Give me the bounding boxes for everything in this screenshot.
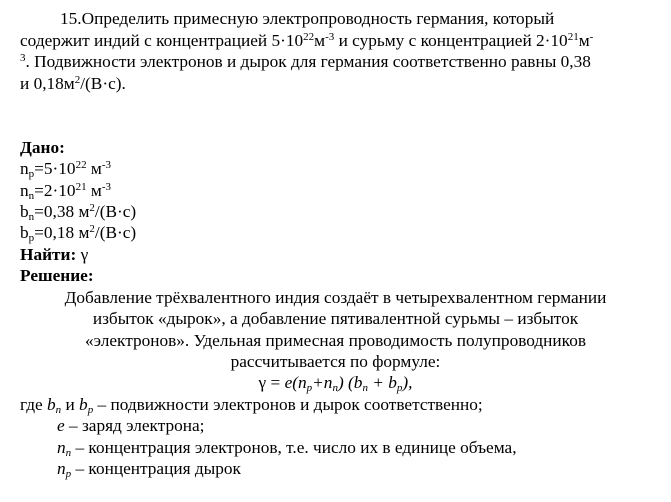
where-line-3: $n_n$ – концентрация электронов, т.е. число их в единице объема, xyxy=(57,438,517,459)
exponent: 22 xyxy=(303,30,315,43)
find-line: Найти: γ xyxy=(20,245,89,264)
exponent: 21 xyxy=(567,30,579,43)
formula: $\gamma = e(n_p+n_n) (b_n + b_p)$, xyxy=(258,373,413,394)
task-line-2 xyxy=(20,30,650,52)
solution-line-3: «электронов». Удельная примесная проводимость полупроводников xyxy=(84,331,586,350)
exponent: 2 xyxy=(74,73,81,86)
exponent: - xyxy=(589,30,594,43)
task-line-1 xyxy=(20,8,650,30)
task-text: м xyxy=(578,30,590,50)
given-nn: $n_n=2\cdot 10^{21}$ $м^{-3}$ xyxy=(20,181,112,202)
where-line-2: e – заряд электрона; xyxy=(57,416,205,435)
task-text: и 0,18м xyxy=(20,73,75,93)
task-line-3 xyxy=(20,51,650,73)
where-line-1: где $b_n$ и $b_p$ – подвижности электронов и дырок соответственно; xyxy=(20,395,483,416)
given-title: Дано: xyxy=(20,138,65,157)
task-text: и сурьму с концентрацией 2·10 xyxy=(334,30,568,50)
given-np: $n_p=5\cdot 10^{22}$ $м^{-3}$ xyxy=(20,159,112,180)
exponent: -3 xyxy=(325,30,335,43)
given-bp: $b_p=0,18$ $м^2/(В\cdot с)$ xyxy=(20,223,137,244)
task-statement xyxy=(20,8,650,94)
exponent: 3 xyxy=(20,52,26,64)
task-text: . Подвижности электронов и дырок для германия соответственно равны 0,38 xyxy=(25,52,591,71)
solution-line-4: рассчитывается по формуле: xyxy=(230,352,441,371)
where-line-4: $n_p$ – концентрация дырок xyxy=(57,459,241,480)
task-text: 15.Определить примесную электропроводность германия, который xyxy=(60,9,555,28)
task-text: /(В·с). xyxy=(80,73,126,93)
solution-line-2: избыток «дырок», а добавление пятивалентной сурьмы – избыток xyxy=(92,309,579,328)
solution-title: Решение: xyxy=(20,266,94,285)
task-line-4 xyxy=(20,73,650,95)
solution-line-1: Добавление трёхвалентного индия создаёт в четырехвалентном германии xyxy=(64,288,607,307)
task-text: м xyxy=(314,30,326,50)
given-bn: $b_n=0,38$ $м^2/(В\cdot с)$ xyxy=(20,202,137,223)
task-text: содержит индий с концентрацией 5·10 xyxy=(20,30,304,50)
